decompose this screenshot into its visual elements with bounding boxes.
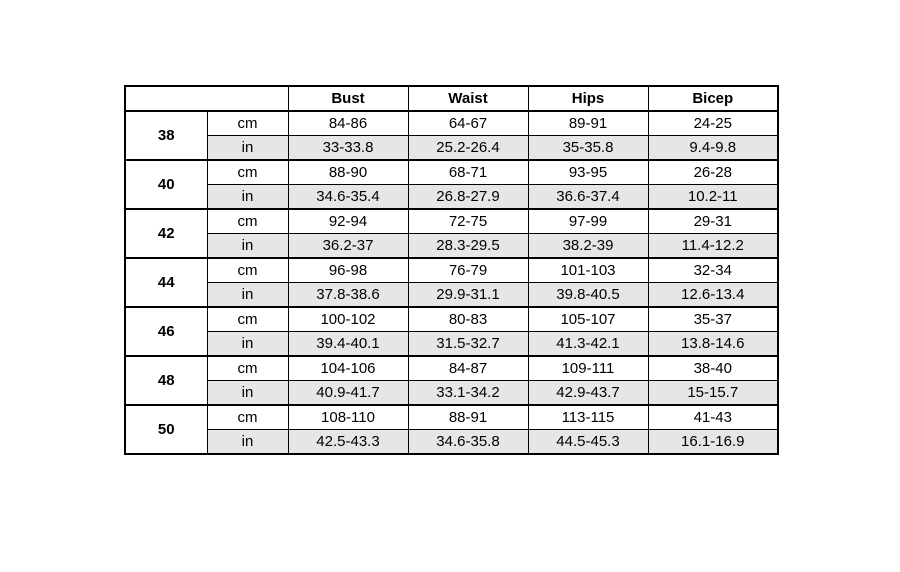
value-cell: 84-86 bbox=[288, 111, 408, 136]
table-row-38-cm bbox=[125, 111, 778, 136]
value-cell: 35-37 bbox=[648, 307, 778, 332]
unit-cell-cm: cm bbox=[207, 160, 288, 185]
size-chart-container bbox=[124, 85, 779, 455]
value-cell: 29.9-31.1 bbox=[408, 283, 528, 308]
unit-cell-in: in bbox=[207, 136, 288, 161]
value-cell: 80-83 bbox=[408, 307, 528, 332]
value-cell: 104-106 bbox=[288, 356, 408, 381]
unit-cell-in: in bbox=[207, 332, 288, 357]
size-cell: 42 bbox=[125, 209, 207, 258]
value-cell: 34.6-35.8 bbox=[408, 430, 528, 455]
value-cell: 37.8-38.6 bbox=[288, 283, 408, 308]
value-cell: 39.8-40.5 bbox=[528, 283, 648, 308]
value-cell: 26.8-27.9 bbox=[408, 185, 528, 210]
value-cell: 41.3-42.1 bbox=[528, 332, 648, 357]
value-cell: 33-33.8 bbox=[288, 136, 408, 161]
value-cell: 88-91 bbox=[408, 405, 528, 430]
value-cell: 10.2-11 bbox=[648, 185, 778, 210]
value-cell: 100-102 bbox=[288, 307, 408, 332]
value-cell: 42.5-43.3 bbox=[288, 430, 408, 455]
table-row-48-cm bbox=[125, 356, 778, 381]
unit-cell-in: in bbox=[207, 283, 288, 308]
column-header-hips: Hips bbox=[528, 86, 648, 111]
value-cell: 42.9-43.7 bbox=[528, 381, 648, 406]
value-cell: 101-103 bbox=[528, 258, 648, 283]
table-row-44-cm bbox=[125, 258, 778, 283]
table-row-50-in bbox=[125, 430, 778, 455]
value-cell: 84-87 bbox=[408, 356, 528, 381]
value-cell: 64-67 bbox=[408, 111, 528, 136]
value-cell: 32-34 bbox=[648, 258, 778, 283]
value-cell: 76-79 bbox=[408, 258, 528, 283]
size-cell: 48 bbox=[125, 356, 207, 405]
column-header-waist: Waist bbox=[408, 86, 528, 111]
unit-cell-cm: cm bbox=[207, 258, 288, 283]
value-cell: 41-43 bbox=[648, 405, 778, 430]
value-cell: 113-115 bbox=[528, 405, 648, 430]
value-cell: 26-28 bbox=[648, 160, 778, 185]
size-chart-table bbox=[124, 85, 779, 455]
unit-cell-in: in bbox=[207, 185, 288, 210]
value-cell: 92-94 bbox=[288, 209, 408, 234]
value-cell: 36.6-37.4 bbox=[528, 185, 648, 210]
unit-cell-cm: cm bbox=[207, 209, 288, 234]
unit-cell-cm: cm bbox=[207, 356, 288, 381]
table-row-44-in bbox=[125, 283, 778, 308]
size-cell: 50 bbox=[125, 405, 207, 454]
unit-cell-in: in bbox=[207, 430, 288, 455]
value-cell: 72-75 bbox=[408, 209, 528, 234]
value-cell: 9.4-9.8 bbox=[648, 136, 778, 161]
value-cell: 11.4-12.2 bbox=[648, 234, 778, 259]
unit-cell-cm: cm bbox=[207, 307, 288, 332]
table-row-38-in bbox=[125, 136, 778, 161]
unit-cell-cm: cm bbox=[207, 405, 288, 430]
table-row-46-cm bbox=[125, 307, 778, 332]
table-row-50-cm bbox=[125, 405, 778, 430]
value-cell: 40.9-41.7 bbox=[288, 381, 408, 406]
unit-cell-cm: cm bbox=[207, 111, 288, 136]
value-cell: 31.5-32.7 bbox=[408, 332, 528, 357]
column-header-bicep: Bicep bbox=[648, 86, 778, 111]
value-cell: 15-15.7 bbox=[648, 381, 778, 406]
value-cell: 68-71 bbox=[408, 160, 528, 185]
value-cell: 12.6-13.4 bbox=[648, 283, 778, 308]
unit-cell-in: in bbox=[207, 234, 288, 259]
value-cell: 44.5-45.3 bbox=[528, 430, 648, 455]
value-cell: 38-40 bbox=[648, 356, 778, 381]
table-row-40-in bbox=[125, 185, 778, 210]
table-row-48-in bbox=[125, 381, 778, 406]
value-cell: 88-90 bbox=[288, 160, 408, 185]
unit-cell-in: in bbox=[207, 381, 288, 406]
value-cell: 36.2-37 bbox=[288, 234, 408, 259]
size-cell: 46 bbox=[125, 307, 207, 356]
value-cell: 38.2-39 bbox=[528, 234, 648, 259]
value-cell: 34.6-35.4 bbox=[288, 185, 408, 210]
value-cell: 25.2-26.4 bbox=[408, 136, 528, 161]
column-header-bust: Bust bbox=[288, 86, 408, 111]
value-cell: 13.8-14.6 bbox=[648, 332, 778, 357]
value-cell: 105-107 bbox=[528, 307, 648, 332]
table-row-42-cm bbox=[125, 209, 778, 234]
value-cell: 97-99 bbox=[528, 209, 648, 234]
value-cell: 96-98 bbox=[288, 258, 408, 283]
size-cell: 38 bbox=[125, 111, 207, 160]
table-header-row bbox=[125, 86, 778, 111]
value-cell: 33.1-34.2 bbox=[408, 381, 528, 406]
value-cell: 29-31 bbox=[648, 209, 778, 234]
value-cell: 109-111 bbox=[528, 356, 648, 381]
value-cell: 16.1-16.9 bbox=[648, 430, 778, 455]
header-empty-cell bbox=[125, 86, 288, 111]
value-cell: 108-110 bbox=[288, 405, 408, 430]
table-row-46-in bbox=[125, 332, 778, 357]
size-cell: 40 bbox=[125, 160, 207, 209]
table-row-42-in bbox=[125, 234, 778, 259]
value-cell: 24-25 bbox=[648, 111, 778, 136]
value-cell: 89-91 bbox=[528, 111, 648, 136]
value-cell: 28.3-29.5 bbox=[408, 234, 528, 259]
value-cell: 35-35.8 bbox=[528, 136, 648, 161]
table-row-40-cm bbox=[125, 160, 778, 185]
value-cell: 39.4-40.1 bbox=[288, 332, 408, 357]
value-cell: 93-95 bbox=[528, 160, 648, 185]
size-cell: 44 bbox=[125, 258, 207, 307]
